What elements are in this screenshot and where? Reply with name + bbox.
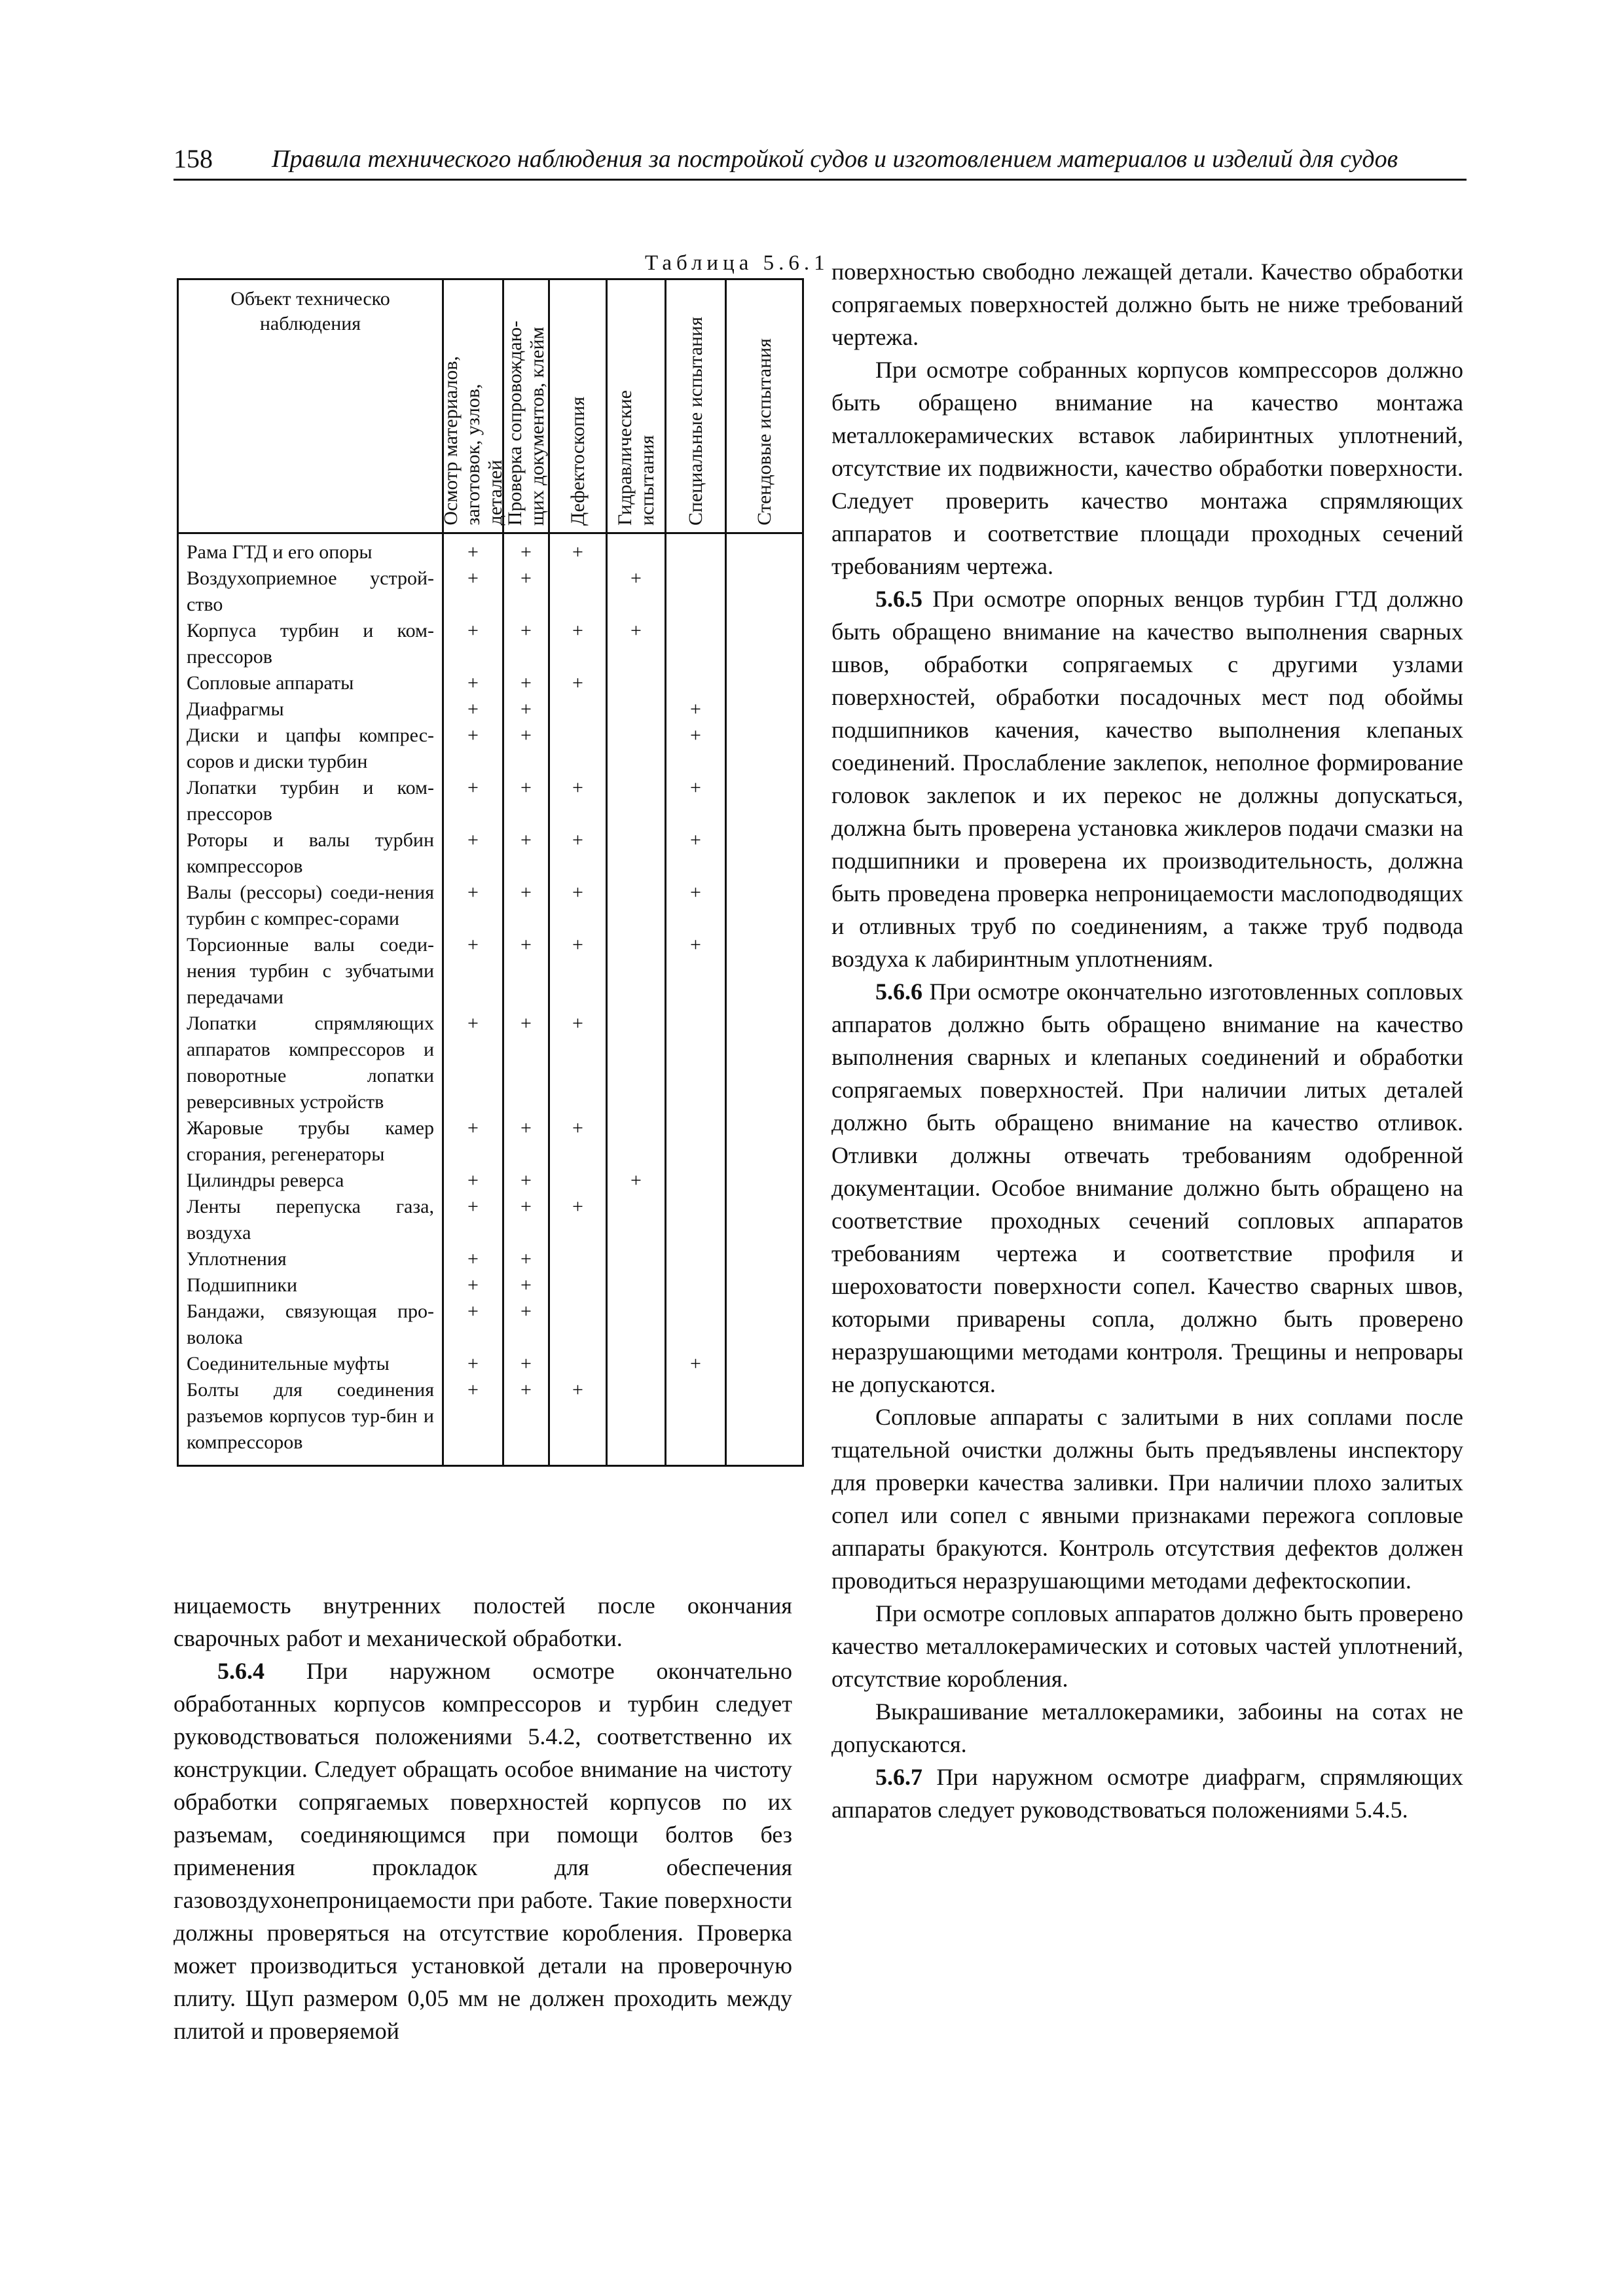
row-mark-cell — [607, 932, 666, 1011]
row-mark-cell — [726, 827, 803, 880]
table-row — [178, 618, 803, 670]
column-header-materials — [439, 279, 506, 533]
row-mark-cell — [726, 533, 803, 566]
row-mark-cell — [726, 696, 803, 723]
column-header-label: Дефектоскопия — [566, 396, 589, 526]
table-row — [178, 1011, 803, 1115]
column-header-bench — [726, 279, 803, 533]
table-row — [178, 1272, 803, 1299]
row-mark-cell: + — [549, 1377, 607, 1466]
row-object-name: Валы (рессоры) соеди-нения турбин с компрес-сорами — [178, 880, 443, 932]
row-mark-cell — [726, 1194, 803, 1246]
paragraph-text: Сопловые аппараты с залитыми в них соплами после тщательной очистки должны быть предъявлены инспектору для проверки качества заливки. При наличии плохо залитых сопел или сопел с явными признаками пережога сопловые аппараты бракуются. Контроль отсутствия дефектов должен проводиться неразрушающими методами дефектоскопии. — [831, 1404, 1463, 1594]
row-mark-cell — [726, 1351, 803, 1377]
paragraph-text: Выкрашивание металлокерамики, забоины на сотах не допускаются. — [831, 1698, 1463, 1757]
row-object-name: Роторы и валы турбин компрессоров — [178, 827, 443, 880]
row-mark-cell: + — [443, 1115, 503, 1168]
row-mark-cell — [607, 880, 666, 932]
row-mark-cell — [607, 670, 666, 696]
row-mark-cell — [666, 565, 726, 618]
row-mark-cell: + — [549, 932, 607, 1011]
section-number: 5.6.7 — [875, 1764, 922, 1790]
row-mark-cell — [666, 1194, 726, 1246]
row-mark-cell — [726, 1272, 803, 1299]
row-object-name: Диафрагмы — [178, 696, 443, 723]
row-mark-cell: + — [503, 827, 549, 880]
paragraph-text: ницаемость внутренних полостей после окончания сварочных работ и механической обработки. — [173, 1592, 792, 1651]
row-object-name: Диски и цапфы компрес-соров и диски турбин — [178, 723, 443, 775]
row-mark-cell: + — [549, 1115, 607, 1168]
row-mark-cell: + — [549, 1011, 607, 1115]
row-mark-cell — [607, 1115, 666, 1168]
table-row — [178, 670, 803, 696]
row-mark-cell: + — [503, 775, 549, 827]
row-object-name: Лопатки турбин и ком-прессоров — [178, 775, 443, 827]
row-mark-cell — [726, 723, 803, 775]
row-mark-cell: + — [503, 932, 549, 1011]
row-object-name: Корпуса турбин и ком-прессоров — [178, 618, 443, 670]
row-mark-cell: + — [503, 1272, 549, 1299]
paragraph-text: поверхностью свободно лежащей детали. Качество обработки сопрягаемых поверхностей должно быть не ниже требований чертежа. — [831, 259, 1463, 350]
row-mark-cell — [726, 775, 803, 827]
table-row — [178, 1377, 803, 1466]
row-mark-cell: + — [666, 827, 726, 880]
object-column-header: Объект техническо наблюдения — [178, 279, 443, 533]
row-mark-cell: + — [666, 880, 726, 932]
table-row — [178, 723, 803, 775]
row-mark-cell — [666, 1299, 726, 1351]
column-header-label: Гидравлические испытания — [613, 389, 658, 526]
row-object-name: Цилиндры реверса — [178, 1168, 443, 1194]
row-mark-cell: + — [666, 775, 726, 827]
row-mark-cell — [549, 723, 607, 775]
right-text-column — [831, 255, 1463, 1826]
paragraph-text: При осмотре сопловых аппаратов должно быть проверено качество металлокерамических и сотовых частей уплотнений, отсутствие коробления. — [831, 1600, 1463, 1692]
row-mark-cell: + — [443, 565, 503, 618]
row-mark-cell: + — [443, 775, 503, 827]
section-number: 5.6.6 — [875, 978, 922, 1005]
row-mark-cell: + — [443, 1168, 503, 1194]
row-object-name: Соединительные муфты — [178, 1351, 443, 1377]
paragraph-text: При наружном осмотре окончательно обработанных корпусов компрессоров и турбин следует руководствоваться положениями 5.4.2, соответственно их конструкции. Следует обращать особое внимание на чистоту обработки сопрягаемых поверхностей корпусов по их разъемам, соединяющимся при помощи болтов без применения прокладок для обеспечения газовоздухонепроницаемости при работе. Такие поверхности должны проверяться на отсутствие коробления. Проверка может производиться установкой детали на проверочную плиту. Щуп размером 0,05 мм не должен проходить между плитой и проверяемой — [173, 1658, 792, 2044]
row-mark-cell — [549, 696, 607, 723]
table-row — [178, 1299, 803, 1351]
row-mark-cell: + — [503, 1011, 549, 1115]
row-mark-cell: + — [443, 670, 503, 696]
paragraph — [831, 353, 1463, 583]
left-text-column — [173, 1589, 792, 2047]
row-mark-cell — [549, 1168, 607, 1194]
row-mark-cell — [549, 565, 607, 618]
row-mark-cell: + — [503, 1194, 549, 1246]
row-mark-cell — [607, 775, 666, 827]
row-mark-cell — [726, 1299, 803, 1351]
paragraph-text: При наружном осмотре диафрагм, спрямляющих аппаратов следует руководствоваться положениями 5.4.5. — [831, 1764, 1463, 1823]
row-mark-cell — [607, 1299, 666, 1351]
row-mark-cell: + — [443, 1194, 503, 1246]
table-row — [178, 932, 803, 1011]
row-mark-cell — [607, 1194, 666, 1246]
row-mark-cell — [666, 618, 726, 670]
table-row — [178, 1115, 803, 1168]
column-header-label: Осмотр материалов, заготовок, узлов, деталей — [439, 356, 506, 526]
paragraph — [173, 1655, 792, 2047]
row-mark-cell — [726, 880, 803, 932]
row-mark-cell — [607, 533, 666, 566]
row-mark-cell: + — [549, 827, 607, 880]
paragraph-text: При осмотре опорных венцов турбин ГТД должно быть обращено внимание на качество выполнения сварных швов, обработки сопрягаемых с другими узлами поверхностей, обработки посадочных мест под обоймы подшипников качения, качество выполнения клепаных соединений. Прослабление заклепок, неполное формирование головок заклепок и их перекос не должны допускаться, должна быть проверена установка жиклеров подачи смазки на подшипники и проверена их производительность, должна быть проведена проверка непроницаемости маслоподводящих и отливных труб по соединениям, а также труб подвода воздуха к лабиринтным уплотнениям. — [831, 586, 1463, 972]
paragraph — [831, 255, 1463, 353]
row-mark-cell: + — [607, 565, 666, 618]
row-mark-cell: + — [443, 1351, 503, 1377]
paragraph — [831, 583, 1463, 975]
row-mark-cell — [666, 670, 726, 696]
column-header-hydraulic — [607, 279, 666, 533]
row-mark-cell: + — [503, 696, 549, 723]
row-object-name: Рама ГТД и его опоры — [178, 533, 443, 566]
row-mark-cell — [607, 1272, 666, 1299]
column-header-label: Проверка сопровождаю- щих документов, клейм — [503, 320, 548, 526]
row-mark-cell — [726, 618, 803, 670]
row-mark-cell — [607, 827, 666, 880]
paragraph-text: При осмотре собранных корпусов компрессоров должно быть обращено внимание на качество монтажа металлокерамических вставок лабиринтных уплотнений, отсутствие их подвижности, качество обработки поверхности. Следует проверить качество монтажа спрямляющих аппаратов и соответствие площади проходных сечений требованиям чертежа. — [831, 357, 1463, 579]
paragraph — [831, 1695, 1463, 1761]
row-mark-cell — [607, 696, 666, 723]
header-rule — [173, 179, 1467, 181]
table-row — [178, 775, 803, 827]
table-row — [178, 1194, 803, 1246]
paragraph — [831, 975, 1463, 1401]
row-mark-cell: + — [443, 618, 503, 670]
paragraph — [831, 1597, 1463, 1695]
column-header-special — [666, 279, 726, 533]
row-mark-cell: + — [549, 1194, 607, 1246]
row-mark-cell — [666, 1168, 726, 1194]
row-mark-cell: + — [503, 1351, 549, 1377]
row-mark-cell: + — [503, 565, 549, 618]
row-mark-cell — [549, 1351, 607, 1377]
column-header-label: Стендовые испытания — [753, 338, 775, 526]
row-mark-cell — [726, 1168, 803, 1194]
row-mark-cell: + — [443, 1011, 503, 1115]
paragraph — [831, 1401, 1463, 1597]
table-body — [178, 533, 803, 1466]
row-object-name: Лопатки спрямляющих аппаратов компрессоров и поворотные лопатки реверсивных устройств — [178, 1011, 443, 1115]
running-title: Правила технического наблюдения за постройкой судов и изготовлением материалов и изделий для судов — [272, 145, 1398, 173]
row-mark-cell: + — [607, 618, 666, 670]
row-mark-cell: + — [443, 696, 503, 723]
section-number: 5.6.5 — [875, 586, 922, 612]
table-row — [178, 696, 803, 723]
row-mark-cell — [666, 1272, 726, 1299]
section-number: 5.6.4 — [217, 1658, 264, 1684]
row-mark-cell — [549, 1246, 607, 1272]
row-object-name: Болты для соединения разъемов корпусов тур-бин и компрессоров — [178, 1377, 443, 1466]
row-mark-cell: + — [443, 880, 503, 932]
row-mark-cell: + — [443, 1272, 503, 1299]
row-mark-cell: + — [443, 723, 503, 775]
row-mark-cell — [726, 670, 803, 696]
row-mark-cell — [726, 932, 803, 1011]
column-header-label: Специальные испытания — [684, 316, 706, 526]
row-mark-cell: + — [503, 1299, 549, 1351]
row-mark-cell: + — [666, 932, 726, 1011]
row-mark-cell: + — [666, 723, 726, 775]
page-header — [173, 143, 1467, 182]
row-mark-cell: + — [503, 880, 549, 932]
table-header-row — [178, 279, 803, 533]
row-mark-cell — [726, 1377, 803, 1466]
page-number: 158 — [173, 144, 213, 173]
table-caption: Таблица 5.6.1 — [645, 251, 830, 275]
row-mark-cell — [549, 1299, 607, 1351]
row-mark-cell: + — [607, 1168, 666, 1194]
row-mark-cell — [666, 1011, 726, 1115]
row-mark-cell — [607, 1246, 666, 1272]
table-row — [178, 880, 803, 932]
row-mark-cell: + — [666, 696, 726, 723]
row-mark-cell — [726, 1246, 803, 1272]
row-mark-cell: + — [503, 670, 549, 696]
row-mark-cell — [607, 723, 666, 775]
row-mark-cell — [666, 1115, 726, 1168]
row-mark-cell: + — [503, 1246, 549, 1272]
row-mark-cell: + — [443, 1246, 503, 1272]
row-mark-cell: + — [503, 1115, 549, 1168]
row-mark-cell — [607, 1351, 666, 1377]
column-header-documents — [503, 279, 549, 533]
row-mark-cell — [549, 1272, 607, 1299]
table-row — [178, 565, 803, 618]
column-header-defectoscopy — [549, 279, 607, 533]
row-mark-cell — [607, 1011, 666, 1115]
row-mark-cell — [607, 1377, 666, 1466]
row-mark-cell: + — [443, 533, 503, 566]
table-row — [178, 533, 803, 566]
row-object-name: Жаровые трубы камер сгорания, регенераторы — [178, 1115, 443, 1168]
row-mark-cell: + — [549, 618, 607, 670]
row-mark-cell: + — [443, 932, 503, 1011]
row-mark-cell: + — [549, 775, 607, 827]
row-mark-cell — [666, 533, 726, 566]
paragraph — [831, 1761, 1463, 1826]
row-mark-cell: + — [666, 1351, 726, 1377]
row-object-name: Ленты перепуска газа, воздуха — [178, 1194, 443, 1246]
row-mark-cell: + — [549, 880, 607, 932]
row-object-name: Воздухоприемное устрой-ство — [178, 565, 443, 618]
row-mark-cell — [666, 1246, 726, 1272]
row-mark-cell: + — [549, 670, 607, 696]
table-row — [178, 1351, 803, 1377]
paragraph — [173, 1589, 792, 1655]
row-mark-cell: + — [503, 618, 549, 670]
paragraph-text: При осмотре окончательно изготовленных сопловых аппаратов должно быть обращено внимание на качество выполнения сварных и клепаных соединений и обработки сопрягаемых поверхностей. При наличии литых деталей должно быть обращено внимание на качество отливок. Отливки должны отвечать требованиям одобренной документации. Особое внимание должно быть обращено на соответствие проходных сечений сопловых аппаратов требованиям чертежа и соответствие профиля и шероховатости поверхности сопел. Качество сварных швов, которыми приварены сопла, должно быть проверено неразрушающими методами контроля. Трещины и непровары не допускаются. — [831, 978, 1463, 1397]
row-object-name: Сопловые аппараты — [178, 670, 443, 696]
row-object-name: Уплотнения — [178, 1246, 443, 1272]
table-row — [178, 1168, 803, 1194]
inspection-table — [177, 278, 804, 1467]
row-mark-cell — [726, 1011, 803, 1115]
row-mark-cell — [666, 1377, 726, 1466]
row-mark-cell: + — [503, 723, 549, 775]
row-mark-cell: + — [443, 1377, 503, 1466]
table-row — [178, 1246, 803, 1272]
row-object-name: Подшипники — [178, 1272, 443, 1299]
row-mark-cell: + — [443, 1299, 503, 1351]
row-mark-cell: + — [549, 533, 607, 566]
row-object-name: Бандажи, связующая про-волока — [178, 1299, 443, 1351]
row-mark-cell: + — [503, 1168, 549, 1194]
row-mark-cell — [726, 565, 803, 618]
row-mark-cell: + — [503, 533, 549, 566]
row-mark-cell — [726, 1115, 803, 1168]
row-mark-cell: + — [443, 827, 503, 880]
table-row — [178, 827, 803, 880]
row-object-name: Торсионные валы соеди-нения турбин с зубчатыми передачами — [178, 932, 443, 1011]
row-mark-cell: + — [503, 1377, 549, 1466]
